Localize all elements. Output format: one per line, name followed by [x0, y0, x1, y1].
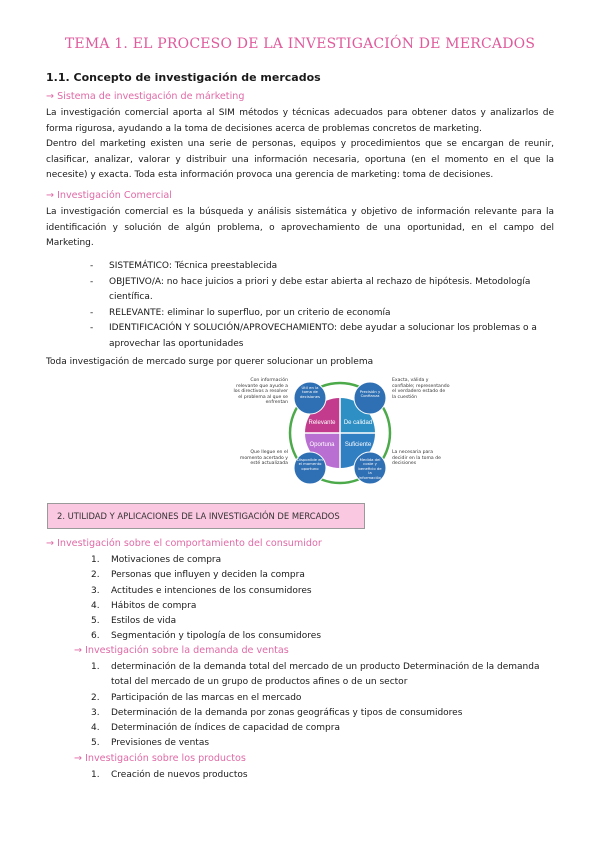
sales-label: → Investigación sobre la demanda de ventas	[74, 645, 289, 656]
note-suficiente: La necesaria para decidir en la toma de decisiones	[392, 450, 441, 467]
label-calidad: De calidad	[343, 420, 373, 426]
page-title: TEMA 1. EL PROCESO DE LA INVESTIGACIÓN DE MERCADOS	[64, 36, 536, 52]
label-relevante: Relevante	[308, 420, 336, 426]
ic-characteristics-list	[90, 259, 552, 352]
list-item: 1. Motivaciones de compra	[91, 555, 222, 565]
list-item: 4. Determinación de índices de capacidad de compra	[91, 723, 340, 734]
consumer-list	[91, 553, 551, 645]
bubble-text-3: Disponible en el momento oportuno	[297, 457, 323, 471]
bubble-text-4: Medida del coste y beneficio de la información	[358, 457, 382, 480]
list-item: 4. Hábitos de compra	[91, 600, 197, 611]
list-item: 5. Estilos de vida	[91, 616, 177, 627]
ic-paragraph: La investigación comercial es la búsqueda y análisis sistemática y objetivo de información relevante para la identificación y solución de algún problema, o aprovechamiento de una oportunidad, en el campo del Marketing.	[46, 207, 554, 248]
ic-label: → Investigación Comercial	[46, 190, 172, 201]
products-list	[91, 768, 551, 783]
diagram-graphic	[230, 378, 450, 488]
list-item: - RELEVANTE: eliminar lo superfluo, por un criterio de economía	[90, 306, 552, 322]
list-item: - SISTEMÁTICO: Técnica preestablecida	[90, 259, 552, 275]
list-item: - OBJETIVO/A: no hace juicios a priori y debe estar abierta al rechazo de hipótesis. Metodología científica.	[90, 276, 531, 302]
label-oportuna: Oportuna	[309, 442, 335, 448]
list-item: - IDENTIFICACIÓN Y SOLUCIÓN/APROVECHAMIENTO: debe ayudar a solucionar los problemas o a aprovechar las oportunidades	[90, 323, 537, 349]
sim-paragraph-2: Dentro del marketing existen una serie de personas, equipos y procedimientos que se encargan de reunir, clasificar, analizar, valorar y distribuir una información necesaria, oportuna (en el momento en el que la necesite) y exacta. Toda esta información provoca una gerencia de marketing: toma de decisiones.	[46, 139, 554, 180]
products-label: → Investigación sobre los productos	[74, 753, 246, 764]
sim-label: → Sistema de investigación de márketing	[46, 91, 245, 102]
note-calidad: Exacta, válida y confiable; representando el verdadero estado de la cuestión	[392, 378, 450, 400]
information-quality-diagram	[230, 378, 450, 488]
list-item: 2. Participación de las marcas en el mercado	[91, 692, 302, 703]
consumer-label: → Investigación sobre el comportamiento del consumidor	[46, 538, 322, 549]
bubble-text-1: Útil en la toma de decisiones	[300, 385, 320, 399]
list-item: 1. Creación de nuevos productos	[91, 770, 248, 780]
dash-bullet: -	[90, 276, 94, 287]
dash-bullet: -	[90, 261, 94, 271]
list-item: 1. determinación de la demanda total del mercado de un producto Determinación de la demanda total del mercado de un grupo de productos afines o de un sector	[91, 662, 540, 688]
note-relevante: Con información relevante que ayude a los directivos a resolver el problema al que se enfrentan	[233, 378, 288, 406]
list-item: 2. Personas que influyen y deciden la compra	[91, 570, 305, 581]
list-item: 3. Determinación de la demanda por zonas geográficas y tipos de consumidores	[91, 707, 463, 718]
section-2-heading-box: 2. UTILIDAD Y APLICACIONES DE LA INVESTIGACIÓN DE MERCADOS	[47, 503, 365, 529]
section-heading-1-1: 1.1. Concepto de investigación de mercados	[46, 71, 321, 84]
ic-closing-sentence: Toda investigación de mercado surge por querer solucionar un problema	[46, 357, 374, 367]
list-item: 3. Actitudes e intenciones de los consumidores	[91, 585, 312, 596]
label-suficiente: Suficiente	[344, 442, 372, 448]
note-oportuna: Que llegue en el momento acertado y esté actualizada	[239, 450, 288, 467]
list-item: 6. Segmentación y tipología de los consumidores	[91, 631, 322, 642]
sales-list	[91, 660, 553, 752]
bubble-text-2: Precisión y Confianza	[359, 389, 381, 399]
sim-paragraph-1: La investigación comercial aporta al SIM métodos y técnicas adecuados para obtener datos y analizarlos de forma rigurosa, ayudando a la toma de decisiones acerca de problemas concretos de marketing.	[46, 108, 554, 134]
dash-bullet: -	[90, 323, 94, 333]
dash-bullet: -	[90, 307, 94, 318]
list-item: 5. Previsiones de ventas	[91, 738, 210, 749]
